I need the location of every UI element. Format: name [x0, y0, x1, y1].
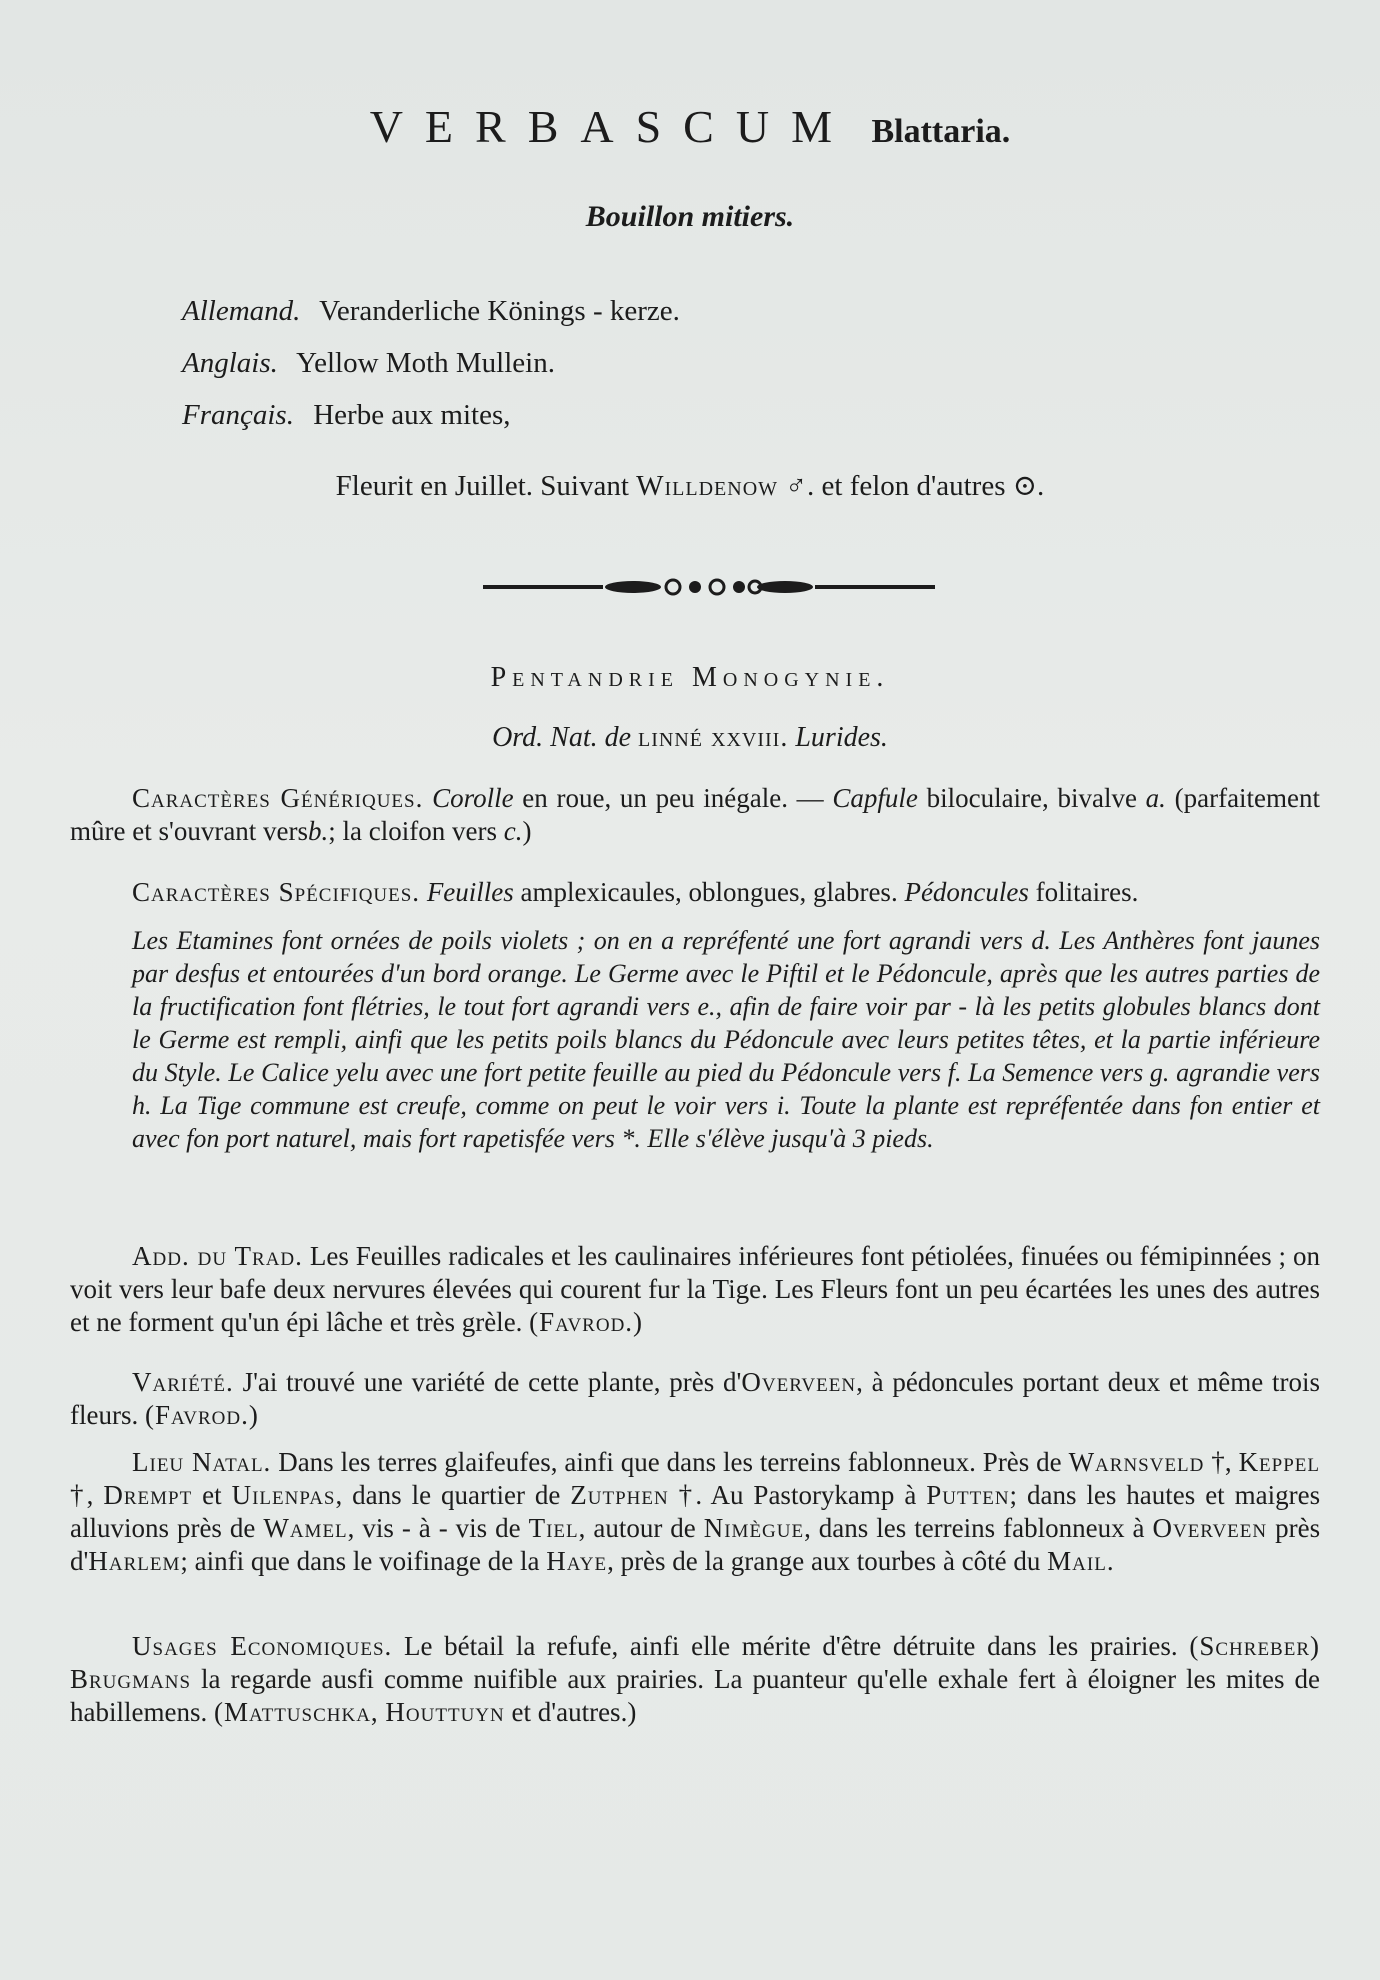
generic-label: Caractères Génériques. [132, 783, 424, 813]
text-italic: Pédoncules [904, 877, 1029, 907]
place-name: Warnsveld [1068, 1447, 1205, 1477]
text: ; dans les hautes et maigres alluvions près de [70, 1480, 1321, 1543]
place-name: Mail [1047, 1546, 1107, 1576]
natural-order-line [0, 722, 1380, 754]
author-reference: (Favrod.) [144, 1400, 259, 1430]
author-reference: Brugmans [70, 1664, 192, 1694]
text: ) [522, 816, 532, 846]
place-name: Zutphen [570, 1480, 669, 1510]
text: la regarde ausfi comme nuifible aux prairies. La puanteur qu'elle exhale fert à éloigner les mites de habillemens. [70, 1664, 1320, 1727]
text: , à pédoncules portant deux et même trois fleurs. [70, 1367, 1320, 1430]
specific-label: Caractères Spécifiques. [132, 877, 421, 907]
place-name: Harlem [88, 1546, 181, 1576]
text: Les Feuilles radicales et les caulinaires inférieures font pétiolées, finuées ou fémipinnées ; on voit vers leur bafe deux nervures élevées qui courent fur la Tige. Les Fleurs font un peu écartées les unes des autres et ne forment qu'un épi lâche et très grèle. [70, 1241, 1320, 1337]
genus-title: VERBASCUM [369, 101, 854, 152]
text: (parfaitement mûre et s'ouvrant vers [70, 783, 1321, 846]
page-title [0, 100, 1380, 153]
language-label: Anglais. [182, 347, 278, 379]
place-name: Drempt [103, 1480, 193, 1510]
text: . [1106, 1546, 1114, 1576]
text-italic: c. [503, 816, 523, 846]
place-name: Keppel [1238, 1447, 1321, 1477]
order-linne: linné xxviii. [638, 722, 789, 753]
author-reference: Houttuyn [385, 1697, 505, 1727]
order-de: de [604, 722, 632, 753]
flowering-line [0, 468, 1380, 503]
common-names-list [182, 285, 680, 441]
habitat-label: Lieu Natal. [132, 1447, 272, 1477]
variety-label: Variété. [132, 1367, 234, 1397]
text: †. Au Pastorykamp à [678, 1480, 917, 1510]
text: †, [70, 1480, 94, 1510]
author-reference: (Schreber) [1189, 1631, 1320, 1661]
place-name: Overveen [1152, 1513, 1268, 1543]
common-name-value: Veranderliche Könings - kerze. [319, 295, 680, 327]
variety-paragraph [70, 1366, 1320, 1432]
text: Le bétail la refufe, ainfi elle mérite d'être détruite dans les prairies. [404, 1631, 1178, 1661]
language-label: Allemand. [182, 295, 301, 327]
generic-characters-paragraph [70, 782, 1320, 848]
flowering-text: Fleurit en Juillet. Suivant [335, 470, 629, 502]
biennial-symbol-icon: ♂. [785, 470, 815, 502]
classification-heading: Pentandrie Monogynie. [490, 662, 890, 693]
language-label: Français. [182, 399, 294, 431]
description-paragraph: Les Etamines font ornées de poils violets ; on en a repréfenté une fort agrandi vers d. Les Anthères font jaunes par desfus et entourées d'un bord orange. Le Germe avec le Piftil et le Pédoncule, après que les autres parties de la fructification font flétries, le tout fort agrandi vers e., afin de faire voir par - là les petits globules blancs dont le Germe est rempli, ainfi que les petits poils blancs du Pédoncule avec leurs petites têtes, et la partie inférieure du Style. Le Calice yelu avec une fort petite feuille au pied du Pédoncule vers f. La Semence vers g. agrandie vers h. La Tige commune est creufe, comme on peut le voir vers i. Toute la plante est repréfentée dans fon entier et avec fon port naturel, mais fort rapetisfée vers *. Elle s'élève jusqu'à 3 pieds. [132, 926, 1320, 1153]
text: en roue, un peu inégale. — [522, 783, 824, 813]
place-name: Haye [546, 1546, 608, 1576]
text: Dans les terres glaifeufes, ainfi que dans les terreins fablonneux. Près de [278, 1447, 1062, 1477]
text: †, [1211, 1447, 1232, 1477]
place-name: Uilenpas [231, 1480, 336, 1510]
text: , dans le quartier de [335, 1480, 561, 1510]
author-name: Willdenow [636, 470, 779, 502]
french-name: Bouillon mitiers. [585, 200, 795, 233]
common-name-value: Yellow Moth Mullein. [296, 347, 555, 379]
place-name: Tiel [528, 1513, 579, 1543]
annual-symbol-icon: ⊙. [1012, 470, 1045, 502]
text: amplexicaules, oblongues, glabres. [520, 877, 898, 907]
common-name-german [182, 285, 680, 337]
author-reference: (Mattuschka, [213, 1697, 379, 1727]
text: , dans les terreins fablonneux à [804, 1513, 1145, 1543]
common-name-value: Herbe aux mites, [313, 399, 511, 431]
text: et d'autres.) [511, 1697, 637, 1727]
text-italic: Capfule [832, 783, 918, 813]
add-label: Add. du Trad. [132, 1241, 303, 1271]
text: J'ai trouvé une variété de cette plante, près d' [242, 1367, 742, 1397]
text: ; la cloifon vers [328, 816, 497, 846]
flowering-text-2: et felon d'autres [821, 470, 1006, 502]
native-habitat-paragraph [70, 1446, 1320, 1578]
text: , près de la grange aux tourbes à côté du [607, 1546, 1041, 1576]
translator-addition-paragraph [70, 1240, 1320, 1339]
text: biloculaire, bivalve [926, 783, 1137, 813]
common-name-english [182, 337, 680, 389]
common-name-french [182, 389, 680, 441]
text: ; ainfi que dans le voifinage de la [180, 1546, 540, 1576]
ornament-divider-icon [483, 574, 935, 600]
place-name: Putten [926, 1480, 1010, 1510]
text-italic: Corolle [432, 783, 514, 813]
place-name: Wamel [263, 1513, 348, 1543]
text-italic: Feuilles [426, 877, 514, 907]
text-italic: a. [1145, 783, 1166, 813]
order-label: Ord. Nat. [492, 722, 598, 753]
species-title: Blattaria. [871, 113, 1011, 150]
text: folitaires. [1035, 877, 1139, 907]
order-family: Lurides. [795, 722, 888, 753]
text-italic: b. [308, 816, 329, 846]
place-name: Nimègue [703, 1513, 805, 1543]
text: près d' [70, 1513, 1321, 1576]
economic-uses-paragraph [70, 1630, 1320, 1729]
specific-characters-paragraph [70, 876, 1320, 909]
text: et [202, 1480, 222, 1510]
text: , vis - à - vis de [347, 1513, 521, 1543]
uses-label: Usages Economiques. [132, 1631, 393, 1661]
author-reference: (Favrod.) [529, 1307, 644, 1337]
place-name: Overveen [741, 1367, 857, 1397]
text: , autour de [578, 1513, 696, 1543]
